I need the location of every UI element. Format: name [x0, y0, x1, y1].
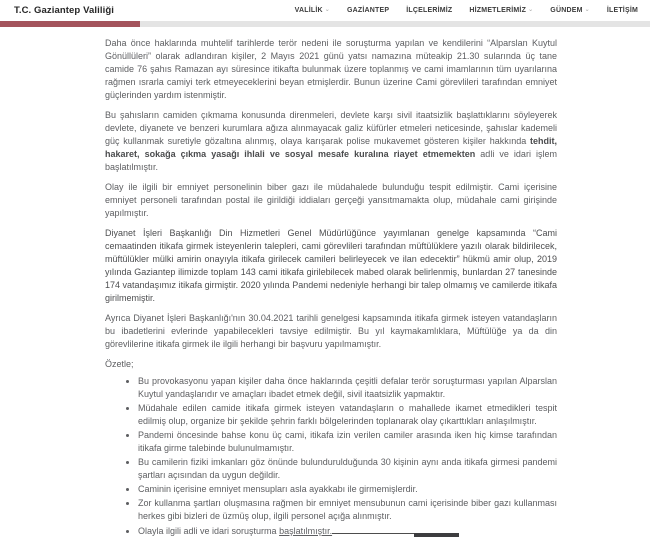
divider-track [140, 21, 650, 27]
list-item-text: Pandemi öncesinde bahse konu üç cami, itikafa izin verilen camiler arasında iken hiç kimse tarafından itikafa girme talebinde bulunulmamıştır. [138, 430, 557, 453]
underline-trail-end [414, 533, 459, 537]
list-item [138, 497, 557, 523]
list-item-text: Olayla ilgili adli ve idari soruşturma [138, 526, 280, 536]
nav-item-ilcelerimiz[interactable] [406, 7, 452, 14]
list-item [138, 456, 557, 482]
list-item [138, 483, 557, 496]
nav-item-gundem[interactable] [550, 7, 590, 14]
nav-label: İLETİŞİM [606, 7, 638, 14]
list-item [138, 524, 557, 538]
paragraph-2-bold-text: tehdit, hakaret, sokağa çıkma yasağı ihlali ve sosyal mesafe kuralına riayet etmemekten [105, 136, 557, 159]
list-item-text: Bu provokasyonu yapan kişiler daha önce haklarında çeşitli defalar terör soruşturması yapılan Alparslan Kuytul yandaşlarıdır ve amaçları ibadet etmek değil, sivil itaatsizlik yapmaktır. [138, 376, 557, 399]
list-item [138, 429, 557, 455]
chevron-down-icon: ⌄ [584, 6, 590, 13]
nav-item-iletisim[interactable] [607, 7, 638, 14]
list-item-text: Bu camilerin fiziki imkanları göz önünde bulundurulduğunda 30 kişinin aynı anda itikafa girmesi pandemi şartları açısından da uygun değildir. [138, 457, 557, 480]
nav-label: İLÇELERİMİZ [406, 7, 453, 14]
main-nav [295, 7, 638, 14]
summary-list [105, 375, 557, 538]
nav-label: GÜNDEM [550, 7, 583, 14]
site-brand[interactable]: T.C. Gaziantep Valiliği [14, 5, 114, 16]
nav-label: VALİLİK [294, 7, 323, 14]
nav-item-gaziantep[interactable] [347, 7, 389, 14]
site-header [0, 0, 650, 21]
paragraph-2-text: Bu şahısların camiden çıkmama konusunda direnmeleri, devlete karşı sivil itaatsizlik başlattıklarını söyleyerek devlete, diyanete ve benzeri kurumlara ağıza alınmayacak galiz küfürler etmeleri neticesinde, şahıslar kademeli güç kullanmak suretiyle gözaltına alınmış, olaya karışarak polise mukavemet gösteren kişiler hakkında [105, 110, 557, 146]
article-body [105, 37, 557, 538]
chevron-down-icon: ⌄ [324, 6, 330, 13]
paragraph-4: Diyanet İşleri Başkanlığı Din Hizmetleri Genel Müdürlüğünce yayımlanan genelge kapsamında “Cami cemaatinden itikafa girmek isteyenlerin talepleri, cami görevlileri tarafından müftülüklere yazılı olarak bildirilecek, müftülükler mülki amirin onayıyla itikafa girilecek camileri belirleyecek ve ilan edecektir” hükmü amir olup, 2019 yılında Gaziantep ilimizde toplam 143 cami itikafa girilebilecek mabed olarak belirlenmiş, bunlardan 27 tanesinde 174 vatandaşımız itikafa girmiştir. 2020 yılında Pandemi nedeniyle herhangi bir talep olmamış ve camilerde itikafa girilmemiştir. [105, 228, 557, 303]
accent-bar [0, 21, 140, 27]
paragraph-3: Olay ile ilgili bir emniyet personelinin biber gazı ile müdahalede bulunduğu tespit edilmiştir. Cami içerisine emniyet personeli tarafından postal ile girildiği iddiaları gerçeği yansıtmamakta olup, müdahale cami girişinde yapılmıştır. [105, 182, 557, 218]
header-divider [0, 21, 650, 27]
list-item [138, 375, 557, 401]
paragraph-2 [105, 109, 557, 174]
nav-item-hizmetlerimiz[interactable] [469, 7, 533, 14]
paragraph-2-text-end: adli ve idari işlem başlatılmıştır. [105, 149, 557, 172]
list-item-text: Müdahale edilen camide itikafa girmek isteyen vatandaşların o mahallede ikamet etmedikleri tespit edilmiş olup, organize bir şekilde şehrin farklı bölgelerinden toplanarak olay çıkarttıkları anlaşılmıştır. [138, 403, 557, 426]
list-item-text: Caminin içerisine emniyet mensupları asla ayakkabı ile girmemişlerdir. [138, 484, 418, 494]
list-item [138, 402, 557, 428]
nav-item-valilik[interactable] [295, 7, 330, 14]
summary-intro: Özetle; [105, 359, 134, 369]
nav-label: HİZMETLERİMİZ [469, 7, 527, 14]
chevron-down-icon: ⌄ [528, 6, 534, 13]
underline-trail [332, 524, 414, 534]
paragraph-1: Daha önce haklarında muhtelif tarihlerde terör nedeni ile soruşturma yapılan ve kendilerini “Alparslan Kuytul Gönüllüleri” olarak adlandıran kişiler, 2 Mayıs 2021 günü yatsı namazına müteakip 21.30 sularında üç tane camide 76 şahıs Ramazan ayı süresince itikafta bulunmak üzere toplanmış ve cami imamlarının tüm uyarılarına rağmen ısrarla camiyi terk etmeyeceklerini beyan etmişlerdir. Bunun üzerine Cami görevlileri tarafından emniyet güçlerinden yardım istenmiştir. [105, 38, 557, 100]
paragraph-5: Ayrıca Diyanet İşleri Başkanlığı'nın 30.04.2021 tarihli genelgesi kapsamında itikafa girmek isteyen vatandaşların bu ibadetlerini evlerinde yapabilecekleri tavsiye edilmiştir. Bu yıl kaymakamlıklara, Müftülüğe ya da din görevlilerine itikafa girmek ile ilgili herhangi bir başvuru yapılmamıştır. [105, 313, 557, 349]
list-item-text: Zor kullanma şartları oluşmasına rağmen bir emniyet mensubunun cami içerisinde biber gazı kullanması herkes gibi bizleri de üzmüş olup, ilgili personel açığa alınmıştır. [138, 498, 557, 521]
underlined-word: başlatılmıştır. [279, 526, 333, 536]
nav-label: GAZİANTEP [347, 7, 390, 14]
